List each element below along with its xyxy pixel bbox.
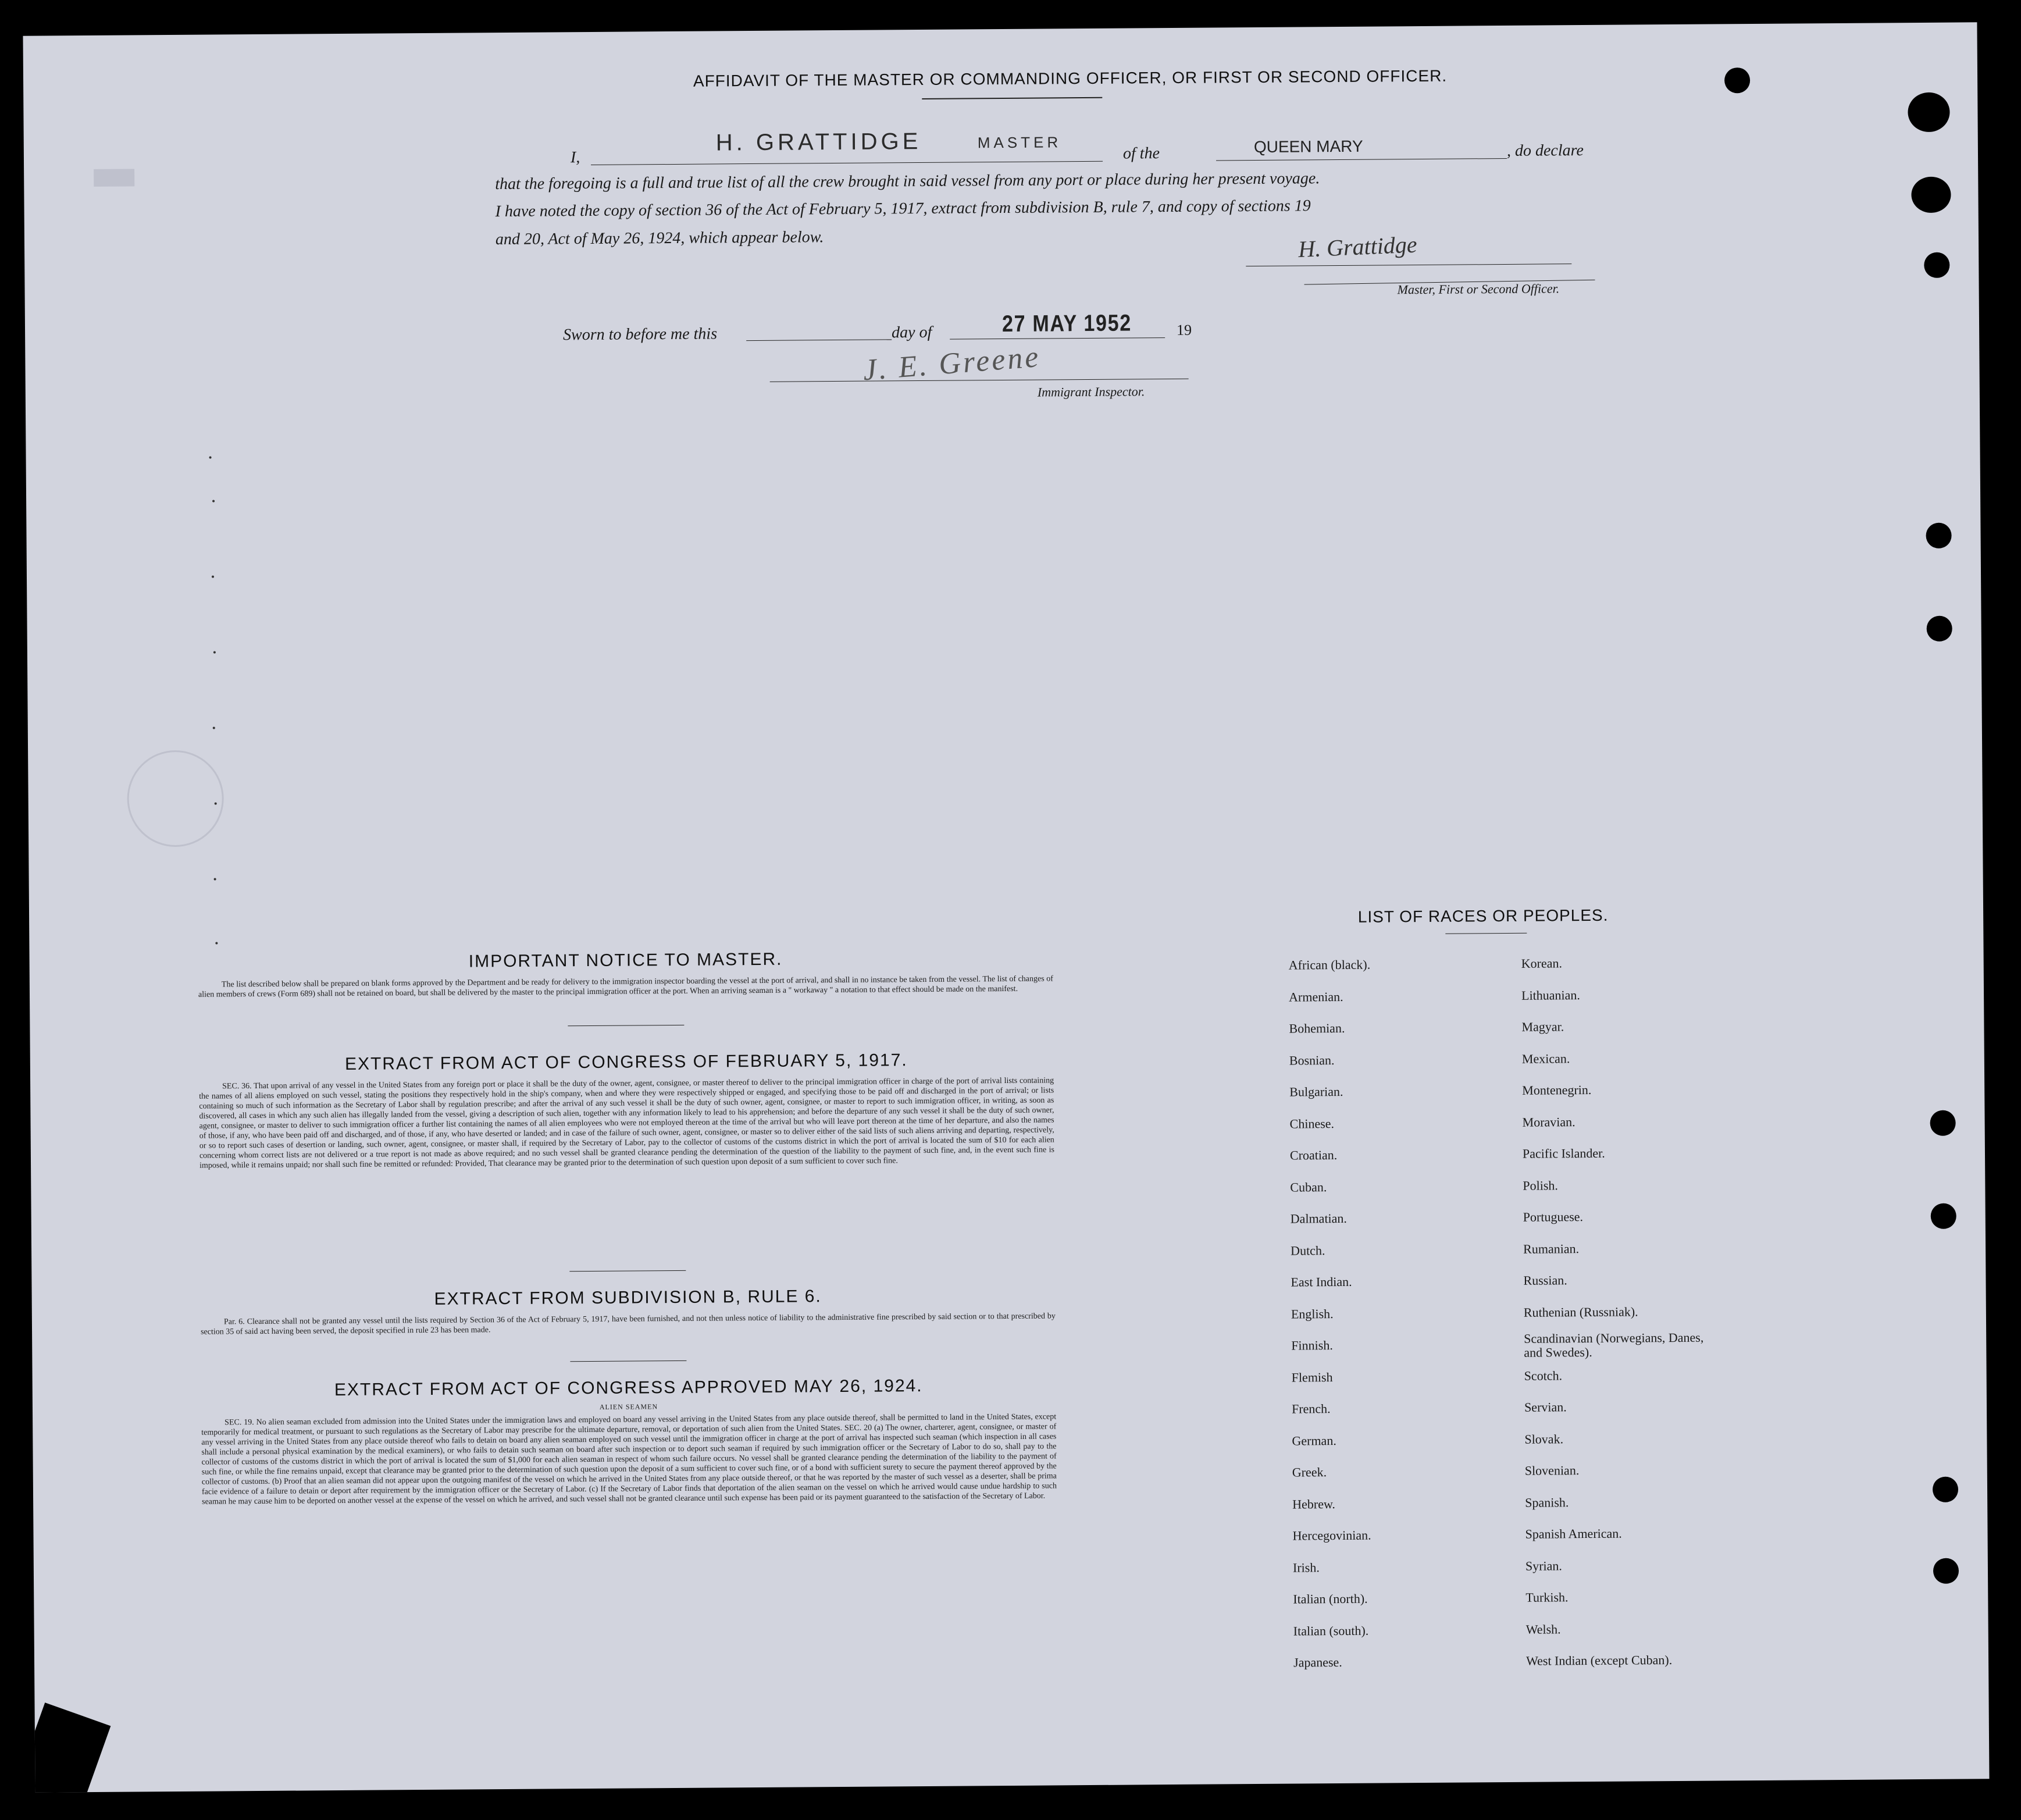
extract-1924-title: EXTRACT FROM ACT OF CONGRESS APPROVED MAY 26, 1924. xyxy=(334,1376,923,1400)
declaration-line-4: and 20, Act of May 26, 1924, which appear below. xyxy=(495,228,824,249)
extract-1924-subtitle: ALIEN SEAMEN xyxy=(599,1402,658,1411)
race-item-right: Syrian. xyxy=(1525,1558,1562,1573)
race-item-left: English. xyxy=(1291,1306,1334,1322)
race-item-left: Japanese. xyxy=(1293,1654,1342,1670)
race-item-right: Moravian. xyxy=(1522,1114,1576,1130)
margin-dot xyxy=(209,457,212,459)
race-item-right: Polish. xyxy=(1523,1177,1558,1193)
vessel-name: QUEEN MARY xyxy=(1253,137,1363,156)
notice-text: The list described below shall be prepared on blank forms approved by the Department and be ready for delivery to the immigration inspector boarding the vessel at the port of arrival, and shall in no instance be taken from the vessel. The list of changes of alien members of crews (Form 689) shall not be retained on board, but shall be delivered by the master to the principal immigration officer at the port. When an arriving seaman is a " workaway " a notation to that effect should be made on the manifest. xyxy=(198,974,1053,999)
signature-line xyxy=(1246,263,1571,266)
torn-corner xyxy=(23,1703,111,1793)
race-item-right: Slovak. xyxy=(1524,1431,1564,1447)
race-item-left: Chinese. xyxy=(1289,1116,1335,1131)
extract-1917-title: EXTRACT FROM ACT OF CONGRESS OF FEBRUARY 5, 1917. xyxy=(344,1050,908,1074)
margin-dot xyxy=(212,500,215,502)
extract-1924-text: SEC. 19. No alien seaman excluded from admission into the United States under the immigration laws and employed on board any vessel arriving in the United States from any place outside thereof, shall be permitted to land in the United States, except temporarily for medical treatment, or pursuant to such regulations as the Secretary of Labor may prescribe for the ultimate departure, removal, or deportation of such alien from the United States. SEC. 20 (a) The owner, charterer, agent, consignee, or master of any vessel arriving in the United States from any place outside thereof who fails to detain on board any alien seaman employed on such vessel until the immigration officer in charge at the port of arrival has inspected such seaman (which inspection in all cases shall include a personal physical examination by the medical examiners), or who fails to detain such seaman on board after such inspection or to deport such seaman if required by such immigration officer or the Secretary of Labor to do so, shall pay to the collector of customs of the customs district in which the port of arrival is located the sum of $1,000 for each alien seaman in respect of whom such failure occurs. No vessel shall be granted clearance pending the determination of the liability to the payment of such fine, or while the fine remains unpaid, except that clearance may be granted prior to the determination of such question upon the deposit of a sum sufficient to cover such fine, or of a bond with sufficient surety to secure the payment thereof approved by the collector of customs. (b) Proof that an alien seaman did not appear upon the outgoing manifest of the vessel on which he arrived in the United States from any place outside thereof, or that he was reported by the master of such vessel as a deserter, shall be prima facie evidence of a failure to detain or deport after requirement by the immigration officer or the Secretary of Labor. (c) If the Secretary of Labor finds that deportation of the alien seaman on the vessel on which he arrived would cause undue hardship to such seaman he may cause him to be deported on another vessel at the expense of the vessel on which he arrived, and such vessel shall not be granted clearance until such expense has been paid or its payment guaranteed to the satisfaction of the Secretary of Labor. xyxy=(201,1412,1057,1506)
inspector-caption: Immigrant Inspector. xyxy=(1037,384,1145,400)
race-item-right: Slovenian. xyxy=(1524,1463,1580,1478)
races-title: LIST OF RACES OR PEOPLES. xyxy=(1357,906,1609,926)
inspector-line xyxy=(770,379,1189,382)
extract-rule6-text: Par. 6. Clearance shall not be granted any vessel until the lists required by Section 36 of the Act of February 5, 1917, have been furnished, and not then unless notice of liability to the administrative fine prescribed by said section or to that prescribed by section 35 of said act having been served, the deposit specified in rule 23 has been made. xyxy=(201,1312,1056,1337)
inspector-signature: J. E. Greene xyxy=(861,340,1042,387)
punch-hole xyxy=(1911,177,1951,213)
margin-dot xyxy=(212,575,214,578)
notice-title: IMPORTANT NOTICE TO MASTER. xyxy=(468,949,783,971)
declaration-line-2: that the foregoing is a full and true list of all the crew brought in said vessel from any port or place during her present voyage. xyxy=(495,169,1320,194)
race-item-left: Croatian. xyxy=(1289,1148,1338,1163)
title-underline xyxy=(922,97,1102,99)
race-item-right: Scotch. xyxy=(1524,1367,1563,1383)
race-item-left: Italian (south). xyxy=(1293,1623,1369,1639)
of-the-label: of the xyxy=(1122,144,1160,163)
margin-dot xyxy=(213,726,215,729)
race-item-left: East Indian. xyxy=(1291,1274,1352,1290)
extract-rule6-title: EXTRACT FROM SUBDIVISION B, RULE 6. xyxy=(434,1287,822,1309)
year-suffix: 19 xyxy=(1176,321,1192,339)
bleed-through-seal xyxy=(127,750,224,847)
race-item-left: Bosnian. xyxy=(1289,1052,1335,1068)
race-item-left: Flemish xyxy=(1291,1369,1333,1385)
race-item-left: Greek. xyxy=(1292,1465,1327,1480)
punch-hole xyxy=(1933,1558,1959,1584)
master-rank: MASTER xyxy=(977,133,1062,152)
signature-caption: Master, First or Second Officer. xyxy=(1397,281,1560,297)
punch-hole xyxy=(1933,1477,1958,1502)
race-item-right: Scandinavian (Norwegians, Danes, and Swedes). xyxy=(1524,1330,1704,1360)
punch-hole xyxy=(1930,1110,1955,1136)
race-item-right: Ruthenian (Russniak). xyxy=(1523,1303,1638,1320)
punch-hole xyxy=(1724,67,1750,93)
punch-hole xyxy=(1931,1203,1956,1229)
race-item-right: Mexican. xyxy=(1521,1050,1570,1066)
race-item-right: Montenegrin. xyxy=(1522,1082,1592,1098)
race-item-left: Dalmatian. xyxy=(1290,1210,1347,1226)
race-item-left: Hebrew. xyxy=(1292,1496,1335,1512)
race-item-left: Cuban. xyxy=(1290,1179,1327,1195)
race-item-right: Korean. xyxy=(1521,956,1563,971)
race-item-left: Irish. xyxy=(1292,1559,1320,1575)
race-item-left: African (black). xyxy=(1288,957,1371,973)
punch-hole xyxy=(1908,92,1949,133)
margin-dot xyxy=(213,651,216,653)
separator xyxy=(569,1270,686,1271)
race-item-left: Bohemian. xyxy=(1289,1020,1345,1036)
sworn-month-line xyxy=(950,337,1165,340)
extract-1917-text: SEC. 36. That upon arrival of any vessel in the United States from any foreign port or place it shall be the duty of the owner, agent, consignee, or master thereof to deliver to the principal immigration officer in charge of the port of arrival lists containing the names of all aliens employed on such vessel, stating the positions they respectively hold in the ship's company, when and where they were respectively shipped or engaged, and specifying those to be paid off and discharged in the port of arrival; or lists containing so much of such information as the Secretary of Labor shall by regulation prescribe; and after the arrival of any such vessel it shall be the duty of such owner, agent, consignee, or master to report to such immigration officer, in writing, as soon as discovered, all cases in which any such alien has illegally landed from the vessel, giving a description of such alien, together with any information likely to lead to his apprehension; and before the departure of any such vessel it shall be the duty of such owner, agent, consignee, or master to deliver to such immigration officer a further list containing the names of all alien employees who were not employed thereon at the time of the arrival but who will leave port thereon at the time of her departure, and also the names of those, if any, who have been paid off and discharged, and of those, if any, who have deserted or landed; and in case of the failure of such owner, agent, consignee, or master so to deliver either of the said lists of such aliens arriving and departing, respectively, or so to report such cases of desertion or landing, such owner, agent, consignee, or master shall, if required by the Secretary of Labor, pay to the collector of customs of the customs district in which the port of arrival is located the sum of $10 for each alien concerning whom correct lists are not delivered or a true report is not made as above required; and no such vessel shall be granted clearance pending the determination of the question of the liability to the payment of such fine, and, in the event such fine is imposed, while it remains unpaid; nor shall such fine be remitted or refunded: Provided, That clearance may be granted prior to the determination of such question upon deposit of a sum sufficient to cover such fine. xyxy=(199,1076,1054,1170)
race-item-left: Bulgarian. xyxy=(1289,1084,1343,1099)
affidavit-i-label: I, xyxy=(570,148,580,167)
races-title-underline xyxy=(1445,933,1527,934)
race-item-right: Welsh. xyxy=(1525,1621,1561,1637)
margin-dot xyxy=(215,802,217,804)
race-item-left: Armenian. xyxy=(1288,989,1343,1005)
punch-hole xyxy=(1924,252,1949,278)
margin-dot xyxy=(214,878,216,880)
do-declare-label: , do declare xyxy=(1506,141,1584,160)
race-item-left: Dutch. xyxy=(1291,1242,1325,1258)
race-item-right: Servian. xyxy=(1524,1399,1567,1415)
day-of-label: day of xyxy=(891,323,932,342)
race-item-left: Finnish. xyxy=(1291,1338,1333,1353)
race-item-left: German. xyxy=(1292,1433,1336,1448)
vessel-line xyxy=(1216,158,1507,161)
manifest-page xyxy=(23,22,1989,1792)
race-item-right: Portuguese. xyxy=(1523,1209,1584,1224)
race-item-left: French. xyxy=(1291,1401,1331,1416)
race-item-right: Russian. xyxy=(1523,1273,1567,1288)
race-item-left: Hercegovinian. xyxy=(1292,1527,1371,1543)
race-item-right: Lithuanian. xyxy=(1521,987,1580,1003)
margin-dot xyxy=(215,942,218,944)
punch-hole xyxy=(1927,616,1952,642)
master-signature: H. Grattidge xyxy=(1298,231,1418,263)
race-item-right: Turkish. xyxy=(1525,1590,1569,1605)
race-item-right: Magyar. xyxy=(1521,1019,1564,1034)
declaration-line-3: I have noted the copy of section 36 of the Act of February 5, 1917, extract from subdivision B, rule 7, and copy of sections 19 xyxy=(495,197,1311,221)
separator xyxy=(570,1360,686,1362)
separator xyxy=(568,1025,684,1026)
race-item-right: Rumanian. xyxy=(1523,1241,1580,1256)
race-item-right: Pacific Islander. xyxy=(1522,1145,1605,1161)
name-line xyxy=(591,161,1103,165)
race-item-right: Spanish. xyxy=(1525,1494,1569,1510)
sworn-date-stamp: 27 MAY 1952 xyxy=(1001,310,1132,337)
punch-hole xyxy=(1926,523,1951,549)
sworn-label: Sworn to before me this xyxy=(563,325,718,344)
bleed-through-mark xyxy=(94,169,134,186)
master-name: H. GRATTIDGE xyxy=(715,128,922,156)
sworn-day-line xyxy=(746,339,892,341)
race-item-left: Italian (north). xyxy=(1293,1591,1368,1607)
affidavit-title: AFFIDAVIT OF THE MASTER OR COMMANDING OFFICER, OR FIRST OR SECOND OFFICER. xyxy=(693,66,1448,90)
race-item-right: West Indian (except Cuban). xyxy=(1525,1652,1673,1668)
race-item-right: Spanish American. xyxy=(1525,1526,1622,1541)
